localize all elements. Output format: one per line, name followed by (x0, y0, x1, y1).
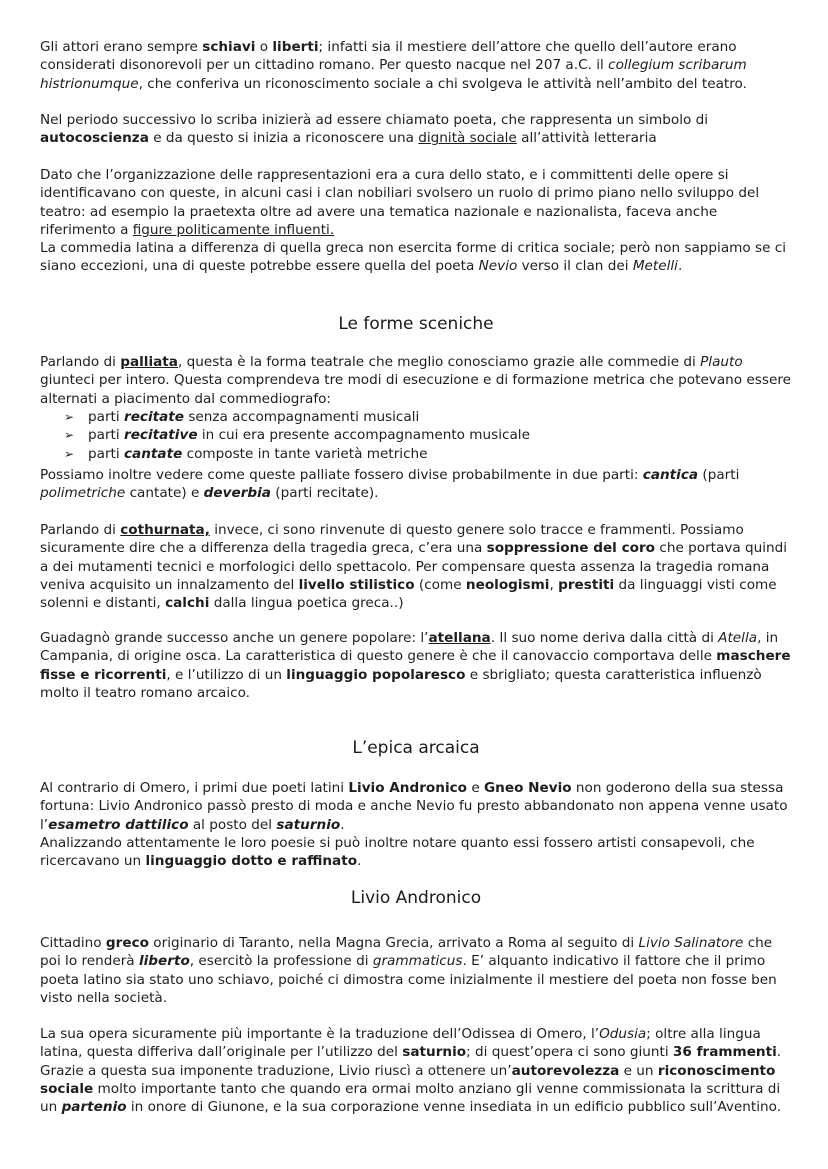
emphasis-text: soppressione del coro (486, 540, 656, 557)
paragraph-cothurnata: Parlando di cothurnata, invece, ci sono rinvenute di questo genere solo tracce e frammenti. Possiamo sicuramente dire che a differenza della tragedia greca, c’era una soppressione del coro che portava quindi a dei mutamenti tecnici e morfologici dello spettacolo. Per compensare questa assenza la tragedia romana veniva acquisito un innalzamento del livello stilistico (come neologismi, prestiti da linguaggi visti come solenni e distanti, calchi dalla lingua poetica greca..) (40, 522, 788, 612)
emphasis-text: cantica (642, 467, 699, 483)
emphasis-text: deverbia (203, 485, 271, 502)
emphasis-text: cantate (123, 445, 183, 462)
emphasis-text: figure politicamente influenti. (132, 221, 335, 238)
emphasis-text: partenio (61, 1099, 127, 1116)
emphasis-text: linguaggio popolaresco (286, 666, 466, 683)
emphasis-text: maschere fisse e ricorrenti (40, 648, 791, 683)
emphasis-text: Odusia (599, 1026, 647, 1042)
emphasis-text: liberto (138, 953, 190, 970)
emphasis-text: 36 frammenti (672, 1044, 777, 1061)
list-item: ➢ parti cantate composte in tante varietà metriche (64, 445, 816, 463)
emphasis-text: Livio Salinatore (638, 935, 744, 951)
emphasis-text: greco (105, 935, 149, 951)
emphasis-text: Plauto (700, 354, 743, 370)
paragraph-atellana: Guadagnò grande successo anche un genere popolare: l’atellana. Il suo nome deriva dalla città di Atella, in Campania, di origine osca. La caratteristica di questo genere è che il canovaccio comportava delle maschere fisse e ricorrenti, e l’utilizzo di un linguaggio popolaresco e sbrigliato; questa caratteristica influenzò molto il teatro romano arcaico. (40, 630, 791, 701)
emphasis-text: Metelli (632, 258, 678, 275)
paragraph-commedia-latina: La commedia latina a differenza di quella greca non esercita forme di critica sociale; però non sappiamo se ci siano eccezioni, una di queste potrebbe essere quella del poeta Nevio verso il clan dei Metelli. (40, 240, 787, 275)
emphasis-text: saturnio (402, 1044, 467, 1061)
list-item: ➢ parti recitative in cui era presente accompagnamento musicale (64, 426, 816, 444)
paragraph-cantica-deverbia: Possiamo inoltre vedere come queste palliate fossero divise probabilmente in due parti: cantica (parti polimetriche cantate) e deverbia (parti recitate). (40, 467, 740, 502)
emphasis-text: cothurnata, (120, 522, 210, 538)
emphasis-text: polimetriche (40, 485, 126, 502)
paragraph-attori: Gli attori erano sempre schiavi o liberti; infatti sia il mestiere dell’attore che quello dell’autore erano considerati disonorevoli per un cittadino romano. Per questo nacque nel 207 a.C. il collegium scribarum histrionumque, che conferiva un riconoscimento sociale a chi svolgeva le attività nell’ambito del teatro. (40, 39, 747, 92)
paragraph-poeti-latini: Al contrario di Omero, i primi due poeti latini Livio Andronico e Gneo Nevio non goderono della sua stessa fortuna: Livio Andronico passò presto di moda e anche Nevio fu presto abbandonato non appena venne usato l’esametro dattilico al posto del saturnio. (40, 780, 788, 833)
heading-forme-sceniche: Le forme sceniche (338, 314, 494, 334)
emphasis-text: autocoscienza (40, 130, 149, 147)
emphasis-text: palliata (120, 354, 178, 370)
emphasis-text: grammaticus (372, 953, 463, 970)
emphasis-text: atellana (428, 630, 491, 646)
emphasis-text: calchi (165, 595, 210, 612)
paragraph-analisi-poesie: Analizzando attentamente le loro poesie si può inoltre notare quanto essi fossero artisti consapevoli, che ricercavano un linguaggio dotto e raffinato. (40, 835, 755, 870)
emphasis-text: dignità sociale (418, 130, 517, 147)
paragraph-cittadino-greco: Cittadino greco originario di Taranto, nella Magna Grecia, arrivato a Roma al seguito di Livio Salinatore che poi lo renderà liberto, esercitò la professione di grammaticus. E’ alquanto indicativo il fattore che il primo poeta latino sia stato uno schiavo, poiché ci dimostra come inizialmente il mestiere del poeta non fosse ben visto nella società. (40, 935, 777, 1006)
emphasis-text: Nevio (478, 258, 518, 275)
emphasis-text: prestiti (558, 576, 615, 593)
emphasis-text: neologismi (465, 576, 550, 593)
emphasis-text: linguaggio dotto e raffinato (145, 853, 358, 870)
bullet-list-modi-esecuzione (40, 408, 816, 463)
emphasis-text: esametro dattilico (48, 816, 189, 833)
paragraph-organizzazione: Dato che l’organizzazione delle rappresentazioni era a cura dello stato, e i committenti delle opere si identificavano con queste, in alcuni casi i clan nobiliari svolsero un ruolo di primo piano nello sviluppo del teatro: ad esempio la praetexta oltre ad avere una tematica nazionale e nazionalista, faceva anche riferimento a figure politicamente influenti. (40, 167, 760, 238)
emphasis-text: autorevolezza (511, 1062, 620, 1079)
emphasis-text: Atella (718, 630, 758, 646)
list-item: ➢ parti recitate senza accompagnamenti musicali (64, 408, 816, 426)
emphasis-text: schiavi (202, 39, 256, 55)
heading-livio-andronico: Livio Andronico (350, 888, 482, 908)
emphasis-text: liberti (272, 39, 319, 55)
emphasis-text: Livio Andronico (348, 780, 467, 796)
emphasis-text: collegium scribarum histrionumque (40, 57, 747, 92)
emphasis-text: livello stilistico (298, 576, 415, 593)
emphasis-text: recitate (123, 409, 185, 425)
emphasis-text: riconoscimento sociale (40, 1062, 776, 1097)
emphasis-text: saturnio (276, 816, 341, 833)
heading-epica-arcaica: L’epica arcaica (352, 738, 480, 758)
paragraph-scriba: Nel periodo successivo lo scriba inizierà ad essere chiamato poeta, che rappresenta un simbolo di autocoscienza e da questo si inizia a riconoscere una dignità sociale all’attività letteraria (40, 112, 709, 147)
emphasis-text: Gneo Nevio (484, 780, 572, 796)
paragraph-palliata: Parlando di palliata, questa è la forma teatrale che meglio conosciamo grazie alle commedie di Plauto giunteci per intero. Questa comprendeva tre modi di esecuzione e di formazione metrica che potevano essere alternati a piacimento dal commediografo: (40, 354, 791, 407)
emphasis-text: recitative (123, 427, 198, 444)
paragraph-odusia: La sua opera sicuramente più importante è la traduzione dell’Odissea di Omero, l’Odusia; oltre alla lingua latina, questa differiva dall’originale per l’utilizzo del saturnio; di quest’opera ci sono giunti 36 frammenti. Grazie a questa sua imponente traduzione, Livio riuscì a ottenere un’autorevolezza e un riconoscimento sociale molto importante tanto che quando era ormai molto anziano gli venne commissionata la scrittura di un partenio in onore di Giunone, e la sua corporazione venne insediata in un edificio pubblico sull’Aventino. (40, 1026, 782, 1116)
